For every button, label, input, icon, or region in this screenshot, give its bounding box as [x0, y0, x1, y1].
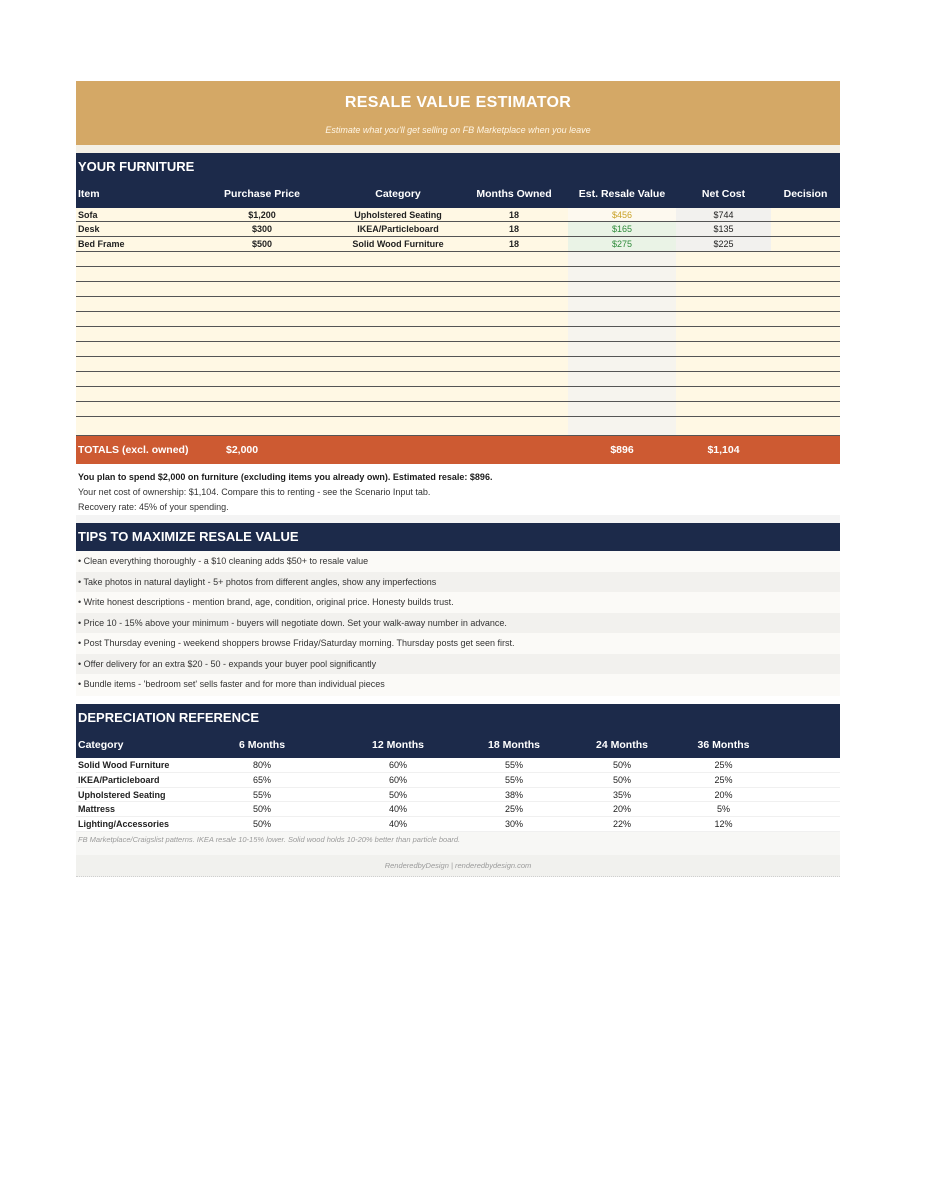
summary-line-recovery: Recovery rate: 45% of your spending. [78, 502, 229, 512]
tips-section-header [76, 523, 840, 551]
cell-category: Lighting/Accessories [78, 819, 170, 830]
cell-resale: $165 [568, 222, 676, 236]
cell-item[interactable]: Desk [78, 224, 100, 234]
spacer [76, 515, 840, 523]
empty-row[interactable] [76, 252, 840, 267]
cell-months[interactable]: 18 [508, 239, 519, 249]
summary-block [76, 470, 840, 515]
cell-24m: 22% [612, 819, 631, 830]
cell-net: $744 [676, 208, 771, 221]
cell-36m: 5% [716, 804, 730, 815]
cell-category[interactable]: Solid Wood Furniture [352, 239, 444, 249]
depreciation-table-body [76, 758, 840, 832]
cell-36m: 25% [714, 774, 733, 785]
totals-resale: $896 [610, 444, 634, 456]
cell-months[interactable]: 18 [508, 210, 519, 220]
col-6-months: 6 Months [238, 738, 286, 751]
furniture-table-body [76, 207, 840, 436]
cell-6m: 65% [252, 774, 271, 785]
cell-6m: 50% [252, 819, 271, 830]
list-item: • Take photos in natural daylight - 5+ photos from different angles, show any imperfections [76, 572, 840, 593]
col-item: Item [78, 187, 100, 200]
list-item: • Clean everything thoroughly - a $10 cleaning adds $50+ to resale value [78, 556, 369, 566]
depreciation-section-header [76, 704, 840, 758]
cell-category[interactable]: IKEA/Particleboard [357, 224, 439, 234]
empty-row[interactable] [76, 402, 840, 417]
title-band [76, 81, 840, 145]
furniture-column-headers [76, 180, 840, 207]
empty-row[interactable] [76, 327, 840, 342]
spacer [76, 847, 840, 855]
totals-net: $1,104 [707, 444, 740, 456]
empty-row[interactable] [76, 312, 840, 327]
col-net-cost: Net Cost [701, 187, 746, 200]
list-item: • Write honest descriptions - mention brand, age, condition, original price. Honesty builds trust. [78, 597, 454, 607]
cell-6m: 80% [252, 760, 271, 770]
cell-18m: 38% [504, 789, 523, 800]
empty-row[interactable] [76, 417, 840, 436]
cell-18m: 25% [504, 804, 523, 815]
table-row [76, 788, 840, 803]
depreciation-note: FB Marketplace/Craigslist patterns. IKEA resale 10-15% lower. Solid wood holds 10-20% better than particle board. [76, 832, 840, 847]
cell-resale: $275 [568, 237, 676, 251]
cell-price[interactable]: $300 [251, 224, 273, 234]
furniture-section-title: YOUR FURNITURE [78, 159, 195, 174]
cell-12m: 40% [388, 819, 407, 830]
cell-price[interactable]: $1,200 [248, 210, 276, 220]
cell-24m: 50% [612, 774, 631, 785]
cell-24m: 50% [612, 760, 631, 770]
tips-list [76, 551, 840, 696]
spacer [76, 696, 840, 704]
cell-months[interactable]: 18 [508, 224, 519, 234]
cell-net: $135 [676, 222, 771, 236]
summary-line-net: Your net cost of ownership: $1,104. Compare this to renting - see the Scenario Input tab. [78, 487, 431, 497]
totals-price: $2,000 [226, 444, 259, 456]
spacer [76, 145, 840, 153]
cell-24m: 35% [612, 789, 631, 800]
page-title: RESALE VALUE ESTIMATOR [344, 94, 572, 111]
cell-decision[interactable] [771, 222, 840, 236]
col-est-resale: Est. Resale Value [578, 187, 666, 200]
col-18-months: 18 Months [488, 738, 540, 751]
totals-label: TOTALS (excl. owned) [78, 444, 189, 456]
empty-row[interactable] [76, 387, 840, 402]
empty-row[interactable] [76, 297, 840, 312]
totals-row [76, 436, 840, 464]
cell-item[interactable]: Sofa [78, 210, 98, 220]
col-12-months: 12 Months [372, 738, 424, 751]
cell-category: Solid Wood Furniture [78, 760, 170, 770]
cell-6m: 55% [252, 789, 271, 800]
cell-36m: 20% [714, 789, 733, 800]
empty-row[interactable] [76, 267, 840, 282]
empty-row[interactable] [76, 372, 840, 387]
empty-row[interactable] [76, 342, 840, 357]
cell-6m: 50% [252, 804, 271, 815]
table-row [76, 802, 840, 817]
cell-resale: $456 [568, 208, 676, 221]
col-decision: Decision [783, 187, 828, 200]
cell-price[interactable]: $500 [251, 239, 273, 249]
cell-decision[interactable] [771, 237, 840, 251]
cell-net: $225 [676, 237, 771, 251]
cell-18m: 55% [504, 774, 523, 785]
cell-24m: 20% [612, 804, 631, 815]
cell-18m: 30% [504, 819, 523, 830]
cell-item[interactable]: Bed Frame [78, 239, 125, 249]
depreciation-column-headers [76, 731, 840, 758]
col-category: Category [78, 738, 124, 751]
cell-36m: 12% [714, 819, 733, 830]
table-row [76, 207, 840, 222]
col-purchase-price: Purchase Price [224, 187, 300, 200]
list-item: • Bundle items - 'bedroom set' sells faster and for more than individual pieces [78, 679, 385, 689]
cell-category[interactable]: Upholstered Seating [354, 210, 442, 220]
empty-row[interactable] [76, 357, 840, 372]
empty-row[interactable] [76, 282, 840, 297]
table-row [76, 773, 840, 788]
resale-estimator-sheet [76, 81, 840, 877]
cell-decision[interactable] [771, 208, 840, 221]
list-item: • Post Thursday evening - weekend shoppers browse Friday/Saturday morning. Thursday posts get seen first. [78, 638, 515, 648]
cell-12m: 40% [388, 804, 407, 815]
table-row [76, 817, 840, 832]
col-36-months: 36 Months [697, 738, 750, 751]
cell-category: IKEA/Particleboard [78, 774, 160, 785]
col-months-owned: Months Owned [476, 187, 552, 200]
depreciation-section-title: DEPRECIATION REFERENCE [78, 710, 260, 725]
cell-12m: 60% [388, 774, 407, 785]
table-row [76, 222, 840, 237]
cell-36m: 25% [714, 760, 733, 770]
list-item: • Price 10 - 15% above your minimum - buyers will negotiate down. Set your walk-away number in advance. [76, 613, 840, 634]
footer-credit: RenderedbyDesign | renderedbydesign.com [76, 855, 840, 877]
summary-line-spend: You plan to spend $2,000 on furniture (excluding items you already own). Estimated resale: $896. [78, 472, 493, 482]
list-item: • Offer delivery for an extra $20 - 50 - expands your buyer pool significantly [76, 654, 840, 675]
cell-category: Upholstered Seating [78, 789, 166, 800]
cell-12m: 60% [388, 760, 407, 770]
cell-18m: 55% [504, 760, 523, 770]
col-24-months: 24 Months [596, 738, 648, 751]
table-row [76, 237, 840, 252]
page-subtitle: Estimate what you'll get selling on FB Marketplace when you leave [325, 125, 591, 135]
cell-category: Mattress [78, 804, 116, 815]
table-row [76, 758, 840, 773]
col-category: Category [375, 187, 421, 200]
furniture-section-header [76, 153, 840, 207]
cell-12m: 50% [388, 789, 407, 800]
tips-section-title: TIPS TO MAXIMIZE RESALE VALUE [78, 529, 299, 544]
